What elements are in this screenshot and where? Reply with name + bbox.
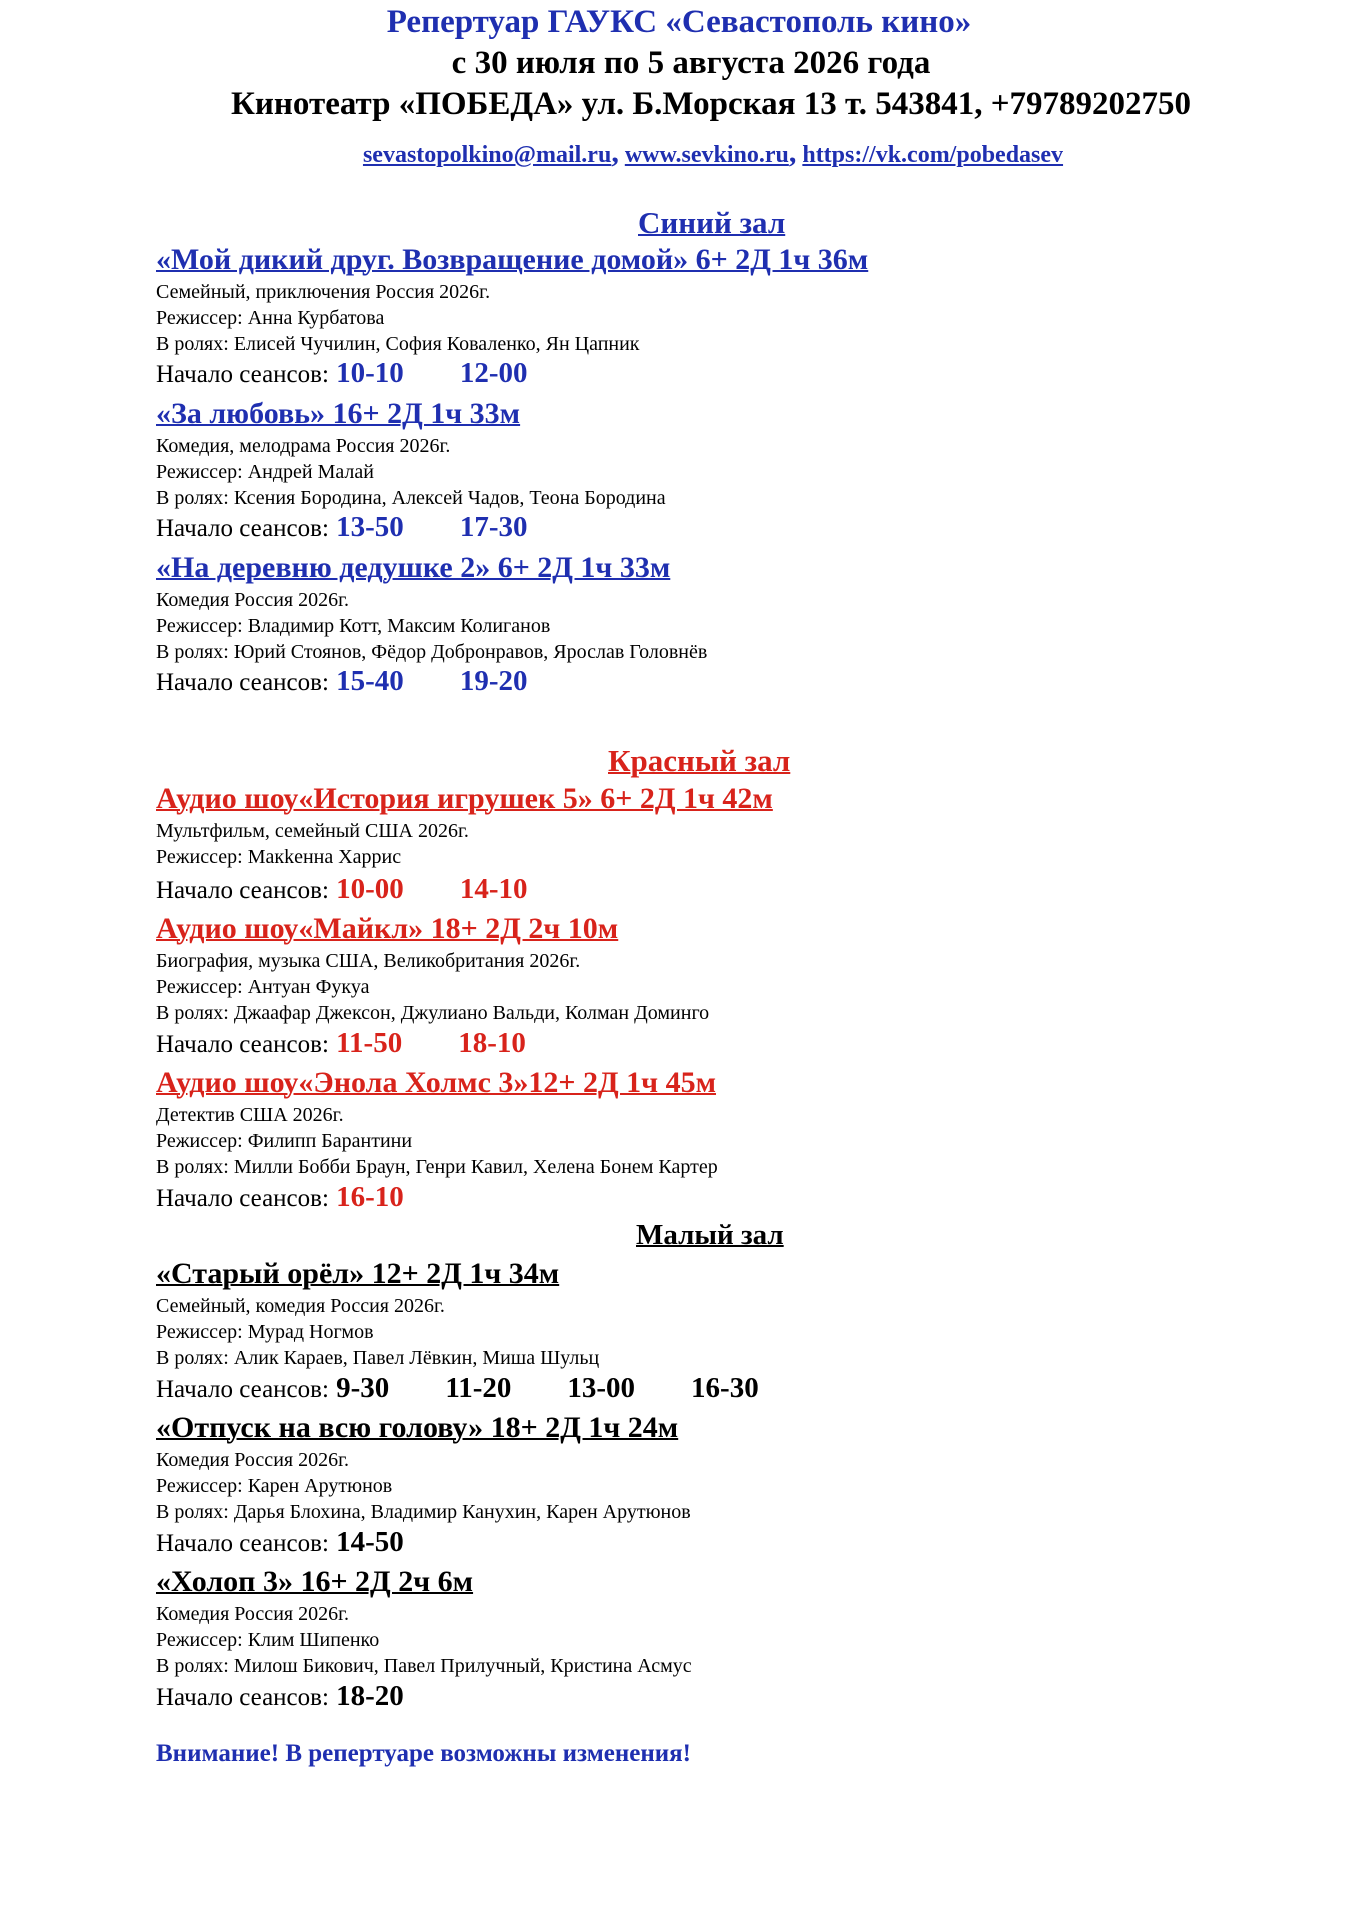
session-time: 9-30 [336, 1372, 390, 1404]
sessions-label: Начало сеансов: [156, 1684, 329, 1711]
session-times [156, 358, 583, 390]
session-times [156, 512, 583, 544]
film-title: «На деревню дедушке 2» 6+ 2Д 1ч 33м [156, 551, 671, 584]
film-genre: Биография, музыка США, Великобритания 2026г. [156, 950, 581, 972]
page-title: Репертуар ГАУКС «Севастополь кино» [386, 4, 972, 40]
sessions-label: Начало сеансов: [156, 361, 329, 388]
session-time: 15-40 [336, 665, 404, 697]
film-title: «Холоп 3» 16+ 2Д 2ч 6м [156, 1565, 474, 1598]
film-genre: Комедия Россия 2026г. [156, 1603, 350, 1625]
session-time: 14-10 [459, 873, 528, 905]
film-cast: В ролях: Ксения Бородина, Алексей Чадов, Теона Бородина [156, 487, 666, 509]
film-director: Режиссер: Карен Арутюнов [156, 1475, 393, 1497]
sessions-label: Начало сеансов: [156, 1376, 329, 1403]
session-times [156, 666, 583, 698]
film-director: Режиссер: Владимир Котт, Максим Колиганов [156, 615, 551, 637]
sessions-label: Начало сеансов: [156, 515, 329, 542]
session-time: 11-20 [445, 1372, 512, 1404]
separator: , [788, 136, 797, 169]
cinema-address: Кинотеатр «ПОБЕДА» ул. Б.Морская 13 т. 543841, +79789202750 [230, 86, 1192, 122]
film-director: Режиссер: Анна Курбатова [156, 307, 385, 329]
film-title: «Старый орёл» 12+ 2Д 1ч 34м [156, 1257, 560, 1290]
film-director: Режиссер: Антуан Фукуа [156, 976, 370, 998]
session-time: 16-30 [691, 1372, 759, 1404]
session-times [156, 1028, 582, 1060]
film-cast: В ролях: Джаафар Джексон, Джулиано Вальди, Колман Доминго [156, 1002, 710, 1024]
session-time: 18-20 [336, 1680, 404, 1712]
film-title: «Мой дикий друг. Возвращение домой» 6+ 2Д 1ч 36м [156, 243, 869, 276]
session-time: 19-20 [459, 665, 528, 697]
film-genre: Комедия, мелодрама Россия 2026г. [156, 435, 451, 457]
session-times [156, 1182, 460, 1214]
date-range: с 30 июля по 5 августа 2026 года [451, 45, 931, 81]
separator: , [611, 136, 619, 169]
session-time: 13-50 [336, 511, 404, 543]
film-director: Режиссер: Мурад Ногмов [156, 1321, 374, 1343]
film-director: Режиссер: Макkенна Харрис [156, 846, 402, 868]
hall-title-red: Красный зал [608, 743, 791, 778]
film-cast: В ролях: Алик Караев, Павел Лёвкин, Миша Шульц [156, 1347, 600, 1369]
sessions-label: Начало сеансов: [156, 1031, 329, 1058]
session-time: 14-50 [336, 1526, 404, 1558]
site-link[interactable]: www.sevkino.ru [624, 142, 789, 168]
film-genre: Детектив США 2026г. [156, 1104, 344, 1126]
email-link[interactable]: sevastopolkino@mail.ru [362, 142, 612, 168]
film-cast: В ролях: Дарья Блохина, Владимир Канухин, Карен Арутюнов [156, 1501, 691, 1523]
sessions-label: Начало сеансов: [156, 877, 329, 904]
film-title: Аудио шоу«История игрушек 5» 6+ 2Д 1ч 42м [156, 782, 773, 815]
vk-link[interactable]: https://vk.com/pobedasev [802, 142, 1064, 168]
film-genre: Комедия Россия 2026г. [156, 1449, 350, 1471]
film-genre: Комедия Россия 2026г. [156, 589, 350, 611]
hall-title-small: Малый зал [636, 1219, 784, 1251]
session-times [156, 1527, 460, 1559]
hall-title-blue: Синий зал [638, 205, 786, 240]
film-genre: Семейный, приключения Россия 2026г. [156, 281, 491, 303]
sessions-label: Начало сеансов: [156, 1530, 329, 1557]
film-director: Режиссер: Филипп Барантини [156, 1130, 413, 1152]
session-times [156, 1373, 815, 1405]
film-cast: В ролях: Елисей Чучилин, София Коваленко, Ян Цапник [156, 333, 640, 355]
session-time: 18-10 [458, 1027, 526, 1059]
session-times [156, 1681, 460, 1713]
session-time: 10-10 [336, 357, 404, 389]
session-time: 11-50 [336, 1027, 403, 1059]
film-cast: В ролях: Милли Бобби Браун, Генри Кавил, Хелена Бонем Картер [156, 1156, 718, 1178]
session-time: 13-00 [567, 1372, 636, 1404]
film-title: «Отпуск на всю голову» 18+ 2Д 1ч 24м [156, 1411, 679, 1444]
film-title: Аудио шоу«Майкл» 18+ 2Д 2ч 10м [156, 912, 619, 945]
sessions-label: Начало сеансов: [156, 669, 329, 696]
sessions-label: Начало сеансов: [156, 1185, 329, 1212]
film-genre: Семейный, комедия Россия 2026г. [156, 1295, 445, 1317]
session-time: 17-30 [459, 511, 528, 543]
film-genre: Мультфильм, семейный США 2026г. [156, 820, 469, 842]
film-title: «За любовь» 16+ 2Д 1ч 33м [156, 397, 521, 430]
contact-links [34, 136, 1358, 170]
film-cast: В ролях: Милош Бикович, Павел Прилучный, Кристина Асмус [156, 1655, 692, 1677]
film-title: Аудио шоу«Энола Холмс 3»12+ 2Д 1ч 45м [156, 1066, 717, 1099]
session-time: 16-10 [336, 1181, 404, 1213]
session-time: 10-00 [336, 873, 404, 905]
film-director: Режиссер: Клим Шипенко [156, 1629, 380, 1651]
film-director: Режиссер: Андрей Малай [156, 461, 374, 483]
session-times [156, 874, 583, 906]
film-cast: В ролях: Юрий Стоянов, Фёдор Добронравов, Ярослав Головнёв [156, 641, 708, 663]
session-time: 12-00 [459, 357, 528, 389]
warning-note: Внимание! В репертуаре возможны изменения! [156, 1740, 691, 1767]
